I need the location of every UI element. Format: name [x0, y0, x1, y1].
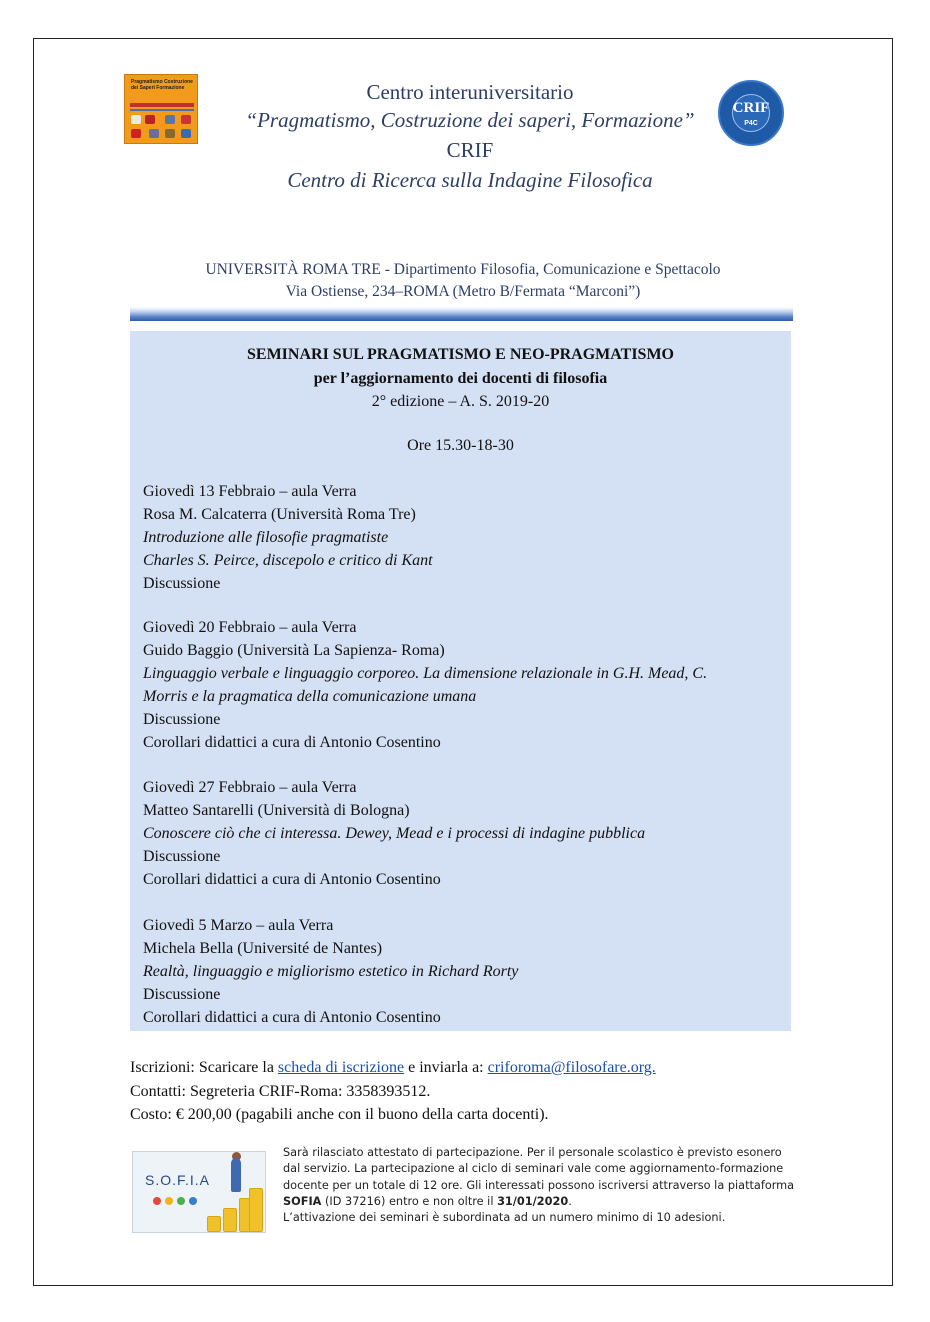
- session-topic: Realtà, linguaggio e migliorismo estetico in Richard Rorty: [143, 963, 519, 980]
- participation-note: [283, 1145, 803, 1226]
- program-edition: 2° edizione – A. S. 2019-20: [371, 393, 550, 410]
- session-corollary: Corollari didattici a cura di Antonio Cosentino: [143, 871, 441, 888]
- session-date: Giovedì 27 Febbraio – aula Verra: [143, 779, 357, 796]
- note-line: Sarà rilasciato attestato di partecipazione. Per il personale scolastico è previsto esonero: [283, 1146, 782, 1159]
- sofia-logo-text: S.O.F.I.A: [145, 1172, 211, 1188]
- email-link[interactable]: criforoma@filosofare.org.: [487, 1059, 656, 1076]
- session-corollary: Corollari didattici a cura di Antonio Cosentino: [143, 734, 441, 751]
- session-topic: Introduzione alle filosofie pragmatiste: [143, 529, 389, 546]
- session-speaker: Rosa M. Calcaterra (Università Roma Tre): [143, 506, 416, 523]
- session-topic: Conoscere ciò che ci interessa. Dewey, Mead e i processi di indagine pubblica: [143, 825, 646, 842]
- dot-icon: [165, 1197, 173, 1205]
- header-title: Centro interuniversitario: [366, 80, 574, 104]
- note-line: [283, 1194, 803, 1210]
- session-corollary: Corollari didattici a cura di Antonio Cosentino: [143, 1009, 441, 1026]
- emblem-icon: [131, 115, 141, 124]
- session-topic: Charles S. Peirce, discepolo e critico di Kant: [143, 552, 433, 569]
- note-line: docente per un totale di 12 ore. Gli interessati possono iscriversi attraverso la piattaforma: [283, 1178, 795, 1192]
- emblem-icon: [165, 129, 175, 138]
- contacts-line: Contatti: Segreteria CRIF-Roma: 3358393512.: [130, 1083, 431, 1100]
- note-line: L’attivazione dei seminari è subordinata ad un numero minimo di 10 adesioni.: [283, 1211, 726, 1225]
- session-speaker: Matteo Santarelli (Università di Bologna): [143, 802, 410, 819]
- session-discussion: Discussione: [143, 575, 221, 592]
- university-line: UNIVERSITÀ ROMA TRE - Dipartimento Filosofia, Comunicazione e Spettacolo: [205, 261, 721, 278]
- sofia-dots: [153, 1192, 213, 1200]
- header-fullname: Centro di Ricerca sulla Indagine Filosofica: [287, 168, 653, 192]
- address-line: Via Ostiense, 234–ROMA (Metro B/Fermata “Marconi”): [285, 283, 641, 300]
- session-speaker: Michela Bella (Université de Nantes): [143, 940, 383, 957]
- session-discussion: Discussione: [143, 711, 221, 728]
- signup-form-link[interactable]: scheda di iscrizione: [277, 1059, 405, 1076]
- emblem-icon: [181, 129, 191, 138]
- session-discussion: Discussione: [143, 986, 221, 1003]
- crif-logo-subtext: P4C: [744, 120, 758, 127]
- emblem-icon: [131, 129, 141, 138]
- note-period: .: [568, 1194, 572, 1208]
- dot-icon: [189, 1197, 197, 1205]
- signup-line: [130, 1059, 656, 1077]
- session: [143, 914, 783, 1029]
- pragmatismo-logo: [124, 74, 198, 144]
- session-date: Giovedì 5 Marzo – aula Verra: [143, 917, 334, 934]
- logo-strip: [130, 109, 194, 111]
- session: [143, 480, 783, 595]
- person-icon: [231, 1158, 241, 1192]
- program-hours: Ore 15.30-18-30: [407, 437, 514, 454]
- dot-icon: [177, 1197, 185, 1205]
- signup-prefix: Iscrizioni: Scaricare la: [130, 1059, 278, 1076]
- program-title: SEMINARI SUL PRAGMATISMO E NEO-PRAGMATISMO: [247, 346, 674, 363]
- program-box: [130, 331, 791, 1031]
- coin-stack-icon: [207, 1216, 221, 1232]
- session: [143, 616, 783, 754]
- emblem-icon: [145, 115, 155, 124]
- session-discussion: Discussione: [143, 848, 221, 865]
- note-line: dal servizio. La partecipazione al ciclo di seminari vale come aggiornamento-formazione: [283, 1162, 784, 1176]
- coin-stack-icon: [223, 1208, 237, 1232]
- logo-strip: [130, 103, 194, 107]
- emblem-icon: [181, 115, 191, 124]
- sofia-label: SOFIA: [283, 1194, 322, 1208]
- sofia-logo: [132, 1151, 266, 1233]
- session-topic: Linguaggio verbale e linguaggio corporeo. La dimensione relazionale in G.H. Mead, C.: [143, 665, 708, 682]
- emblem-icon: [165, 115, 175, 124]
- session-topic: Morris e la pragmatica della comunicazione umana: [143, 688, 477, 705]
- logo-left-text: Pragmatismo Costruzione dei Saperi Formazione: [131, 79, 193, 91]
- session: [143, 776, 783, 891]
- header-acronym: CRIF: [446, 138, 494, 162]
- cost-line: Costo: € 200,00 (pagabili anche con il buono della carta docenti).: [130, 1106, 549, 1123]
- session-speaker: Guido Baggio (Università La Sapienza- Roma): [143, 642, 445, 659]
- program-subtitle: per l’aggiornamento dei docenti di filosofia: [313, 370, 608, 387]
- emblem-icon: [149, 129, 159, 138]
- session-date: Giovedì 13 Febbraio – aula Verra: [143, 483, 357, 500]
- note-id: (ID 37216) entro e non oltre il: [321, 1194, 498, 1208]
- signup-mid: e inviarla a:: [404, 1059, 488, 1076]
- dot-icon: [153, 1197, 161, 1205]
- header-subtitle: “Pragmatismo, Costruzione dei saperi, Formazione”: [245, 108, 695, 132]
- coin-stack-icon: [249, 1188, 263, 1232]
- gradient-divider: [130, 307, 793, 321]
- crif-logo-text: CRIF: [732, 100, 770, 116]
- deadline-date: 31/01/2020: [497, 1194, 569, 1208]
- session-date: Giovedì 20 Febbraio – aula Verra: [143, 619, 357, 636]
